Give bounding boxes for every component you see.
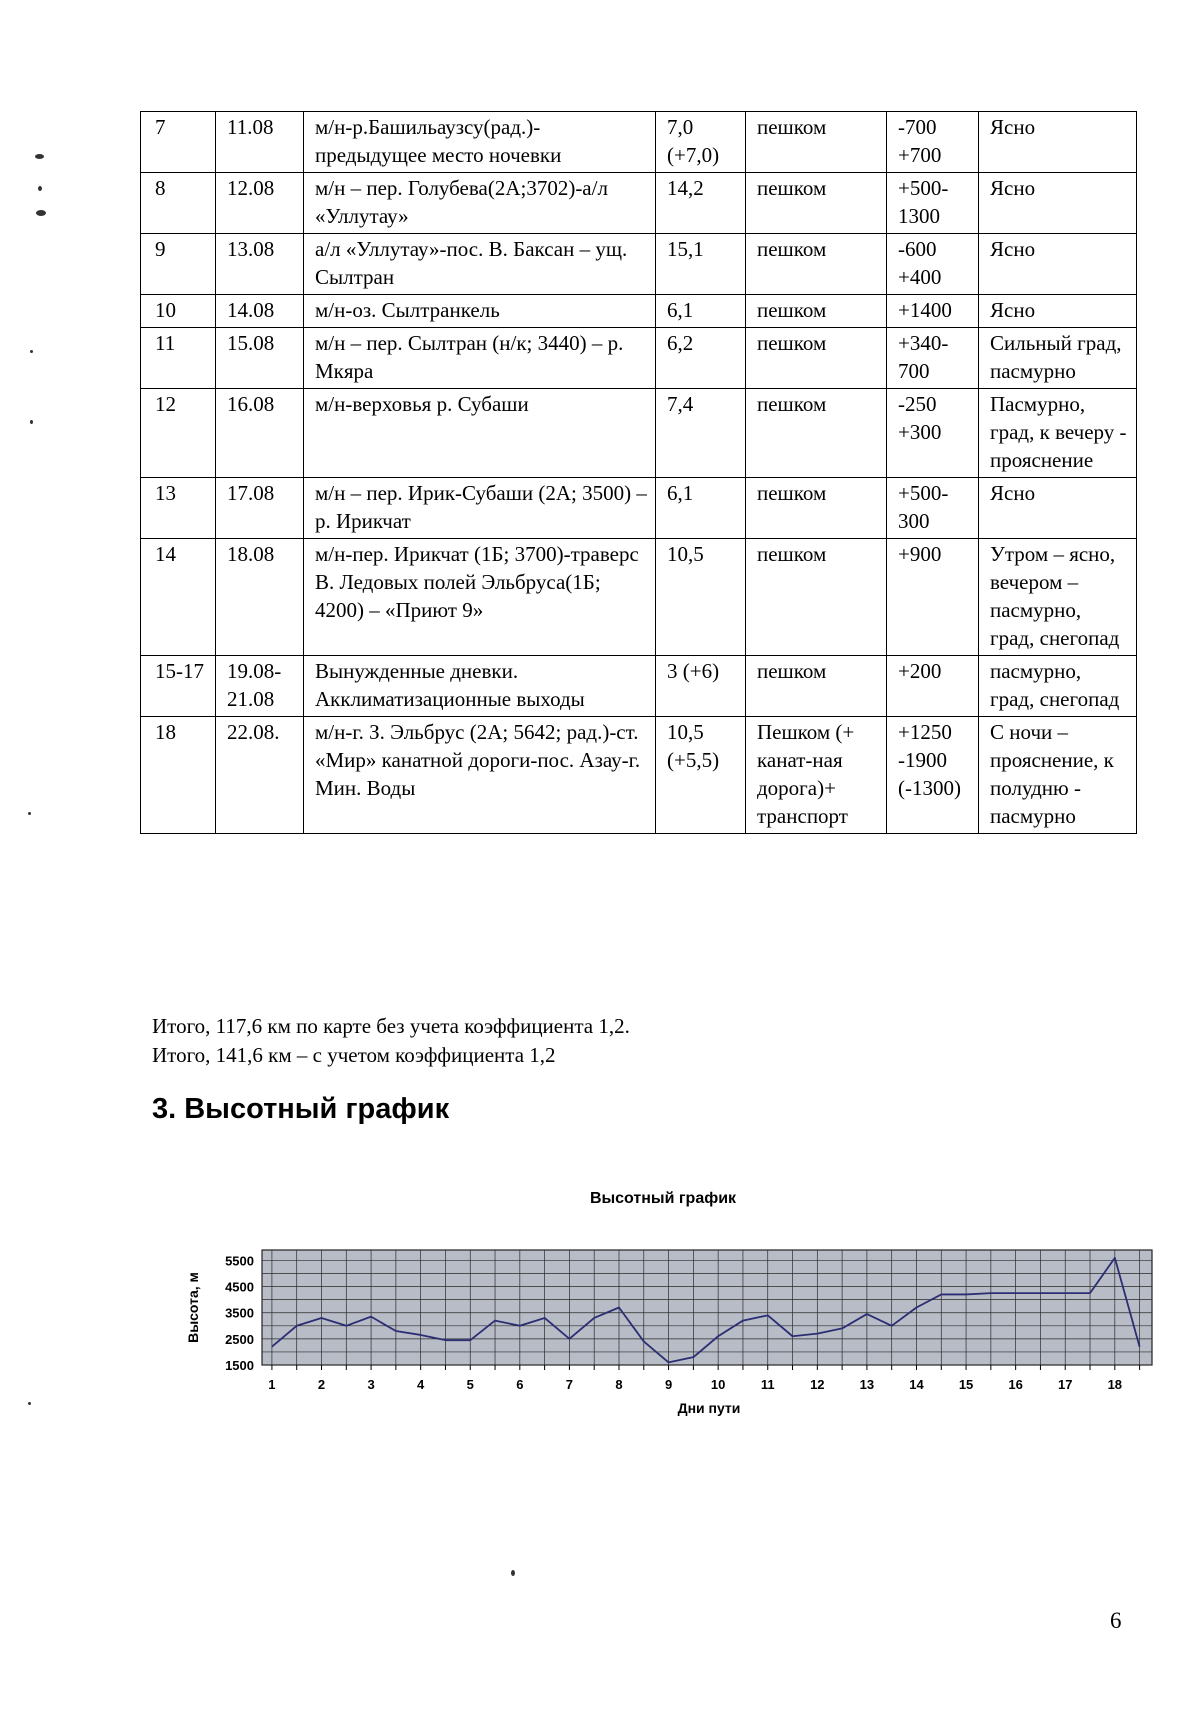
date-cell: 17.08 bbox=[216, 478, 304, 539]
scan-speck bbox=[35, 154, 44, 159]
date-cell: 12.08 bbox=[216, 173, 304, 234]
route-cell: Вынужденные дневки. Акклиматизационные выходы bbox=[304, 656, 656, 717]
x-tick-label: 17 bbox=[1057, 1377, 1073, 1392]
weather-cell: Ясно bbox=[979, 112, 1137, 173]
table-row bbox=[141, 656, 1137, 717]
row-number-cell: 12 bbox=[141, 389, 216, 478]
date-cell: 14.08 bbox=[216, 295, 304, 328]
table-row bbox=[141, 389, 1137, 478]
row-number-cell: 7 bbox=[141, 112, 216, 173]
distance-cell: 14,2 bbox=[656, 173, 746, 234]
x-tick-label: 3 bbox=[367, 1377, 375, 1392]
elevation-chart bbox=[0, 1180, 1192, 1440]
route-table-body bbox=[141, 112, 1137, 834]
movement-mode-cell: пешком bbox=[746, 328, 887, 389]
movement-mode-cell: Пешком (+ канат-ная дорога)+ транспорт bbox=[746, 717, 887, 834]
route-cell: а/л «Уллутау»-пос. В. Баксан – ущ. Сылтран bbox=[304, 234, 656, 295]
date-cell: 22.08. bbox=[216, 717, 304, 834]
table-row bbox=[141, 173, 1137, 234]
distance-cell: 15,1 bbox=[656, 234, 746, 295]
x-tick-label: 12 bbox=[810, 1377, 825, 1392]
x-tick-label: 11 bbox=[760, 1377, 775, 1392]
weather-cell: пасмурно, град, снегопад bbox=[979, 656, 1137, 717]
row-number-cell: 13 bbox=[141, 478, 216, 539]
scan-speck bbox=[511, 1570, 515, 1576]
date-cell: 19.08-21.08 bbox=[216, 656, 304, 717]
total-corrected-distance: Итого, 141,6 км – с учетом коэффициента 1,2 bbox=[152, 1043, 556, 1067]
y-axis-title: Высота, м bbox=[185, 1272, 201, 1343]
table-row bbox=[141, 539, 1137, 656]
weather-cell: Сильный град, пасмурно bbox=[979, 328, 1137, 389]
table-row bbox=[141, 112, 1137, 173]
scan-speck bbox=[30, 350, 33, 353]
row-number-cell: 18 bbox=[141, 717, 216, 834]
x-tick-label: 16 bbox=[1008, 1377, 1023, 1392]
y-tick-label: 2500 bbox=[225, 1331, 254, 1347]
row-number-cell: 11 bbox=[141, 328, 216, 389]
elevation-change-cell: +1250 -1900 (-1300) bbox=[887, 717, 979, 834]
weather-cell: Ясно bbox=[979, 173, 1137, 234]
y-tick-label: 4500 bbox=[225, 1279, 254, 1295]
movement-mode-cell: пешком bbox=[746, 539, 887, 656]
movement-mode-cell: пешком bbox=[746, 295, 887, 328]
y-tick-label: 5500 bbox=[225, 1253, 254, 1269]
x-tick-label: 14 bbox=[909, 1377, 924, 1392]
date-cell: 11.08 bbox=[216, 112, 304, 173]
distance-cell: 7,4 bbox=[656, 389, 746, 478]
elevation-change-cell: +500-1300 bbox=[887, 173, 979, 234]
weather-cell: С ночи – прояснение, к полудню - пасмурно bbox=[979, 717, 1137, 834]
date-cell: 13.08 bbox=[216, 234, 304, 295]
movement-mode-cell: пешком bbox=[746, 478, 887, 539]
route-cell: м/н-пер. Ирикчат (1Б; 3700)-траверс В. Ледовых полей Эльбруса(1Б; 4200) – «Приют 9» bbox=[304, 539, 656, 656]
movement-mode-cell: пешком bbox=[746, 234, 887, 295]
movement-mode-cell: пешком bbox=[746, 112, 887, 173]
x-tick-label: 4 bbox=[417, 1377, 425, 1392]
weather-cell: Пасмурно, град, к вечеру - прояснение bbox=[979, 389, 1137, 478]
table-row bbox=[141, 295, 1137, 328]
date-cell: 15.08 bbox=[216, 328, 304, 389]
distance-cell: 10,5 bbox=[656, 539, 746, 656]
elevation-change-cell: -700 +700 bbox=[887, 112, 979, 173]
scan-speck bbox=[28, 812, 31, 815]
page-number: 6 bbox=[1110, 1608, 1122, 1633]
totals bbox=[152, 1012, 630, 1070]
date-cell: 16.08 bbox=[216, 389, 304, 478]
elevation-change-cell: +340-700 bbox=[887, 328, 979, 389]
total-map-distance: Итого, 117,6 км по карте без учета коэффициента 1,2. bbox=[152, 1014, 630, 1038]
route-cell: м/н-р.Башильаузсу(рад.)-предыдущее место ночевки bbox=[304, 112, 656, 173]
x-tick-label: 15 bbox=[958, 1377, 974, 1392]
row-number-cell: 9 bbox=[141, 234, 216, 295]
plot-area bbox=[262, 1250, 1152, 1365]
x-tick-label: 18 bbox=[1107, 1377, 1123, 1392]
table-row bbox=[141, 234, 1137, 295]
weather-cell: Ясно bbox=[979, 478, 1137, 539]
x-tick-label: 5 bbox=[466, 1377, 474, 1392]
elevation-change-cell: -600 +400 bbox=[887, 234, 979, 295]
x-tick-label: 8 bbox=[615, 1377, 623, 1392]
weather-cell: Утром – ясно, вечером – пасмурно, град, снегопад bbox=[979, 539, 1137, 656]
x-tick-label: 6 bbox=[516, 1377, 524, 1392]
x-axis-title: Дни пути bbox=[677, 1400, 741, 1416]
route-cell: м/н – пер. Ирик-Субаши (2А; 3500) – р. Ирикчат bbox=[304, 478, 656, 539]
distance-cell: 7,0 (+7,0) bbox=[656, 112, 746, 173]
distance-cell: 6,2 bbox=[656, 328, 746, 389]
elevation-change-cell: +1400 bbox=[887, 295, 979, 328]
row-number-cell: 8 bbox=[141, 173, 216, 234]
elevation-change-cell: +500-300 bbox=[887, 478, 979, 539]
date-cell: 18.08 bbox=[216, 539, 304, 656]
route-cell: м/н-оз. Сылтранкель bbox=[304, 295, 656, 328]
movement-mode-cell: пешком bbox=[746, 656, 887, 717]
scan-speck bbox=[38, 186, 42, 191]
chart-title: Высотный график bbox=[589, 1190, 737, 1207]
route-table bbox=[140, 111, 1137, 834]
x-tick-label: 7 bbox=[565, 1377, 574, 1392]
distance-cell: 6,1 bbox=[656, 295, 746, 328]
x-tick-label: 9 bbox=[664, 1377, 673, 1392]
route-cell: м/н – пер. Голубева(2А;3702)-а/л «Уллутау» bbox=[304, 173, 656, 234]
elevation-change-cell: +900 bbox=[887, 539, 979, 656]
section-heading: 3. Высотный график bbox=[152, 1093, 450, 1125]
table-row bbox=[141, 478, 1137, 539]
route-cell: м/н-г. З. Эльбрус (2А; 5642; рад.)-ст. «Мир» канатной дороги-пос. Азау-г. Мин. Воды bbox=[304, 717, 656, 834]
table-row bbox=[141, 328, 1137, 389]
row-number-cell: 14 bbox=[141, 539, 216, 656]
elevation-change-cell: +200 bbox=[887, 656, 979, 717]
x-tick-label: 2 bbox=[317, 1377, 326, 1392]
weather-cell: Ясно bbox=[979, 295, 1137, 328]
row-number-cell: 10 bbox=[141, 295, 216, 328]
y-tick-label: 1500 bbox=[225, 1358, 254, 1373]
distance-cell: 10,5 (+5,5) bbox=[656, 717, 746, 834]
weather-cell: Ясно bbox=[979, 234, 1137, 295]
y-tick-label: 3500 bbox=[225, 1305, 254, 1321]
row-number-cell: 15-17 bbox=[141, 656, 216, 717]
route-cell: м/н – пер. Сылтран (н/к; 3440) – р. Мкяра bbox=[304, 328, 656, 389]
movement-mode-cell: пешком bbox=[746, 389, 887, 478]
x-tick-label: 10 bbox=[710, 1377, 726, 1392]
x-tick-label: 13 bbox=[859, 1377, 875, 1392]
scan-speck bbox=[28, 1402, 31, 1405]
x-tick-label: 1 bbox=[268, 1377, 276, 1392]
route-cell: м/н-верховья р. Субаши bbox=[304, 389, 656, 478]
scan-speck bbox=[36, 210, 46, 216]
distance-cell: 3 (+6) bbox=[656, 656, 746, 717]
scan-speck bbox=[30, 420, 33, 424]
table-row bbox=[141, 717, 1137, 834]
elevation-change-cell: -250 +300 bbox=[887, 389, 979, 478]
distance-cell: 6,1 bbox=[656, 478, 746, 539]
movement-mode-cell: пешком bbox=[746, 173, 887, 234]
